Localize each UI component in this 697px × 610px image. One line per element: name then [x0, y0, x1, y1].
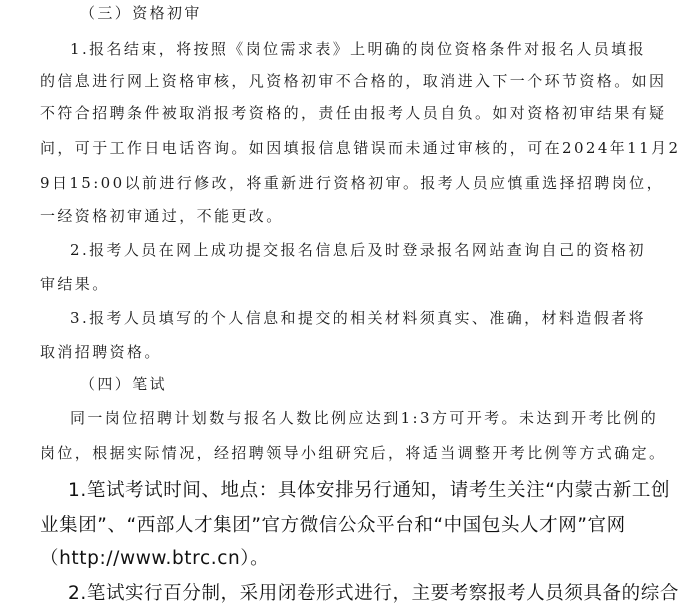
paragraph-line: 取消招聘资格。: [40, 343, 162, 361]
paragraph-line: 不符合招聘条件被取消报考资格的，责任由报考人员自负。如对资格初审结果有疑: [40, 104, 667, 122]
paragraph-line: 审结果。: [40, 275, 110, 293]
paragraph-line: 9日15:00以前进行修改，将重新进行资格初审。报考人员应慎重选择招聘岗位，: [40, 174, 664, 192]
paragraph-line: 3.报考人员填写的个人信息和提交的相关材料须真实、准确，材料造假者将: [70, 309, 646, 327]
paragraph-line-website: （http://www.btrc.cn）。: [40, 548, 270, 569]
paragraph-line: 岗位，根据实际情况，经招聘领导小组研究后，将适当调整开考比例等方式确定。: [40, 444, 667, 462]
paragraph-line: 1.报名结束，将按照《岗位需求表》上明确的岗位资格条件对报名人员填报: [70, 40, 646, 58]
paragraph-line: 同一岗位招聘计划数与报名人数比例应达到1:3方可开考。未达到开考比例的: [70, 409, 659, 427]
paragraph-line: 业集团”、“西部人才集团”官方微信公众平台和“中国包头人才网”官网: [40, 515, 626, 536]
paragraph-line: 1.笔试考试时间、地点：具体安排另行通知，请考生关注“内蒙古新工创: [68, 480, 671, 501]
paragraph-line: 一经资格初审通过，不能更改。: [40, 207, 284, 225]
paragraph-line: 的信息进行网上资格审核，凡资格初审不合格的，取消进入下一个环节资格。如因: [40, 72, 667, 90]
section-heading-qualification-review: （三）资格初审: [80, 4, 202, 22]
paragraph-line: 2.笔试实行百分制，采用闭卷形式进行，主要考察报考人员须具备的综合: [68, 583, 679, 604]
paragraph-line: 问，可于工作日电话咨询。如因填报信息错误而未通过审核的，可在2024年11月2: [40, 139, 681, 157]
section-heading-written-exam: （四）笔试: [80, 375, 168, 393]
paragraph-line: 2.报考人员在网上成功提交报名信息后及时登录报名网站查询自己的资格初: [70, 241, 646, 259]
